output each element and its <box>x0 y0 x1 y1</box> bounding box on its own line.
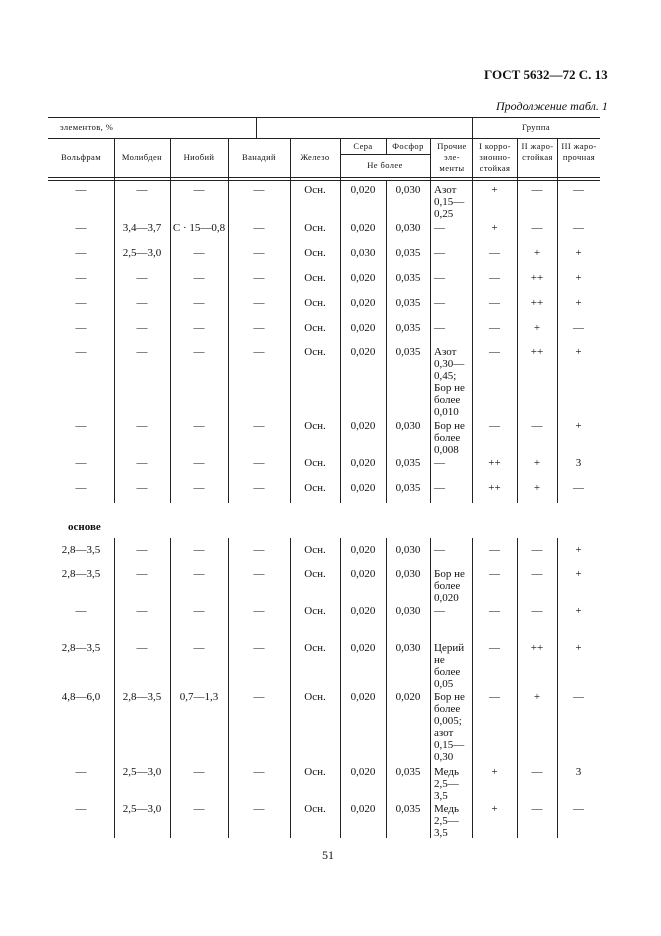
cell-other: — <box>434 544 445 556</box>
cell-mo: — <box>136 642 148 654</box>
cell-s: 0,020 <box>350 184 376 196</box>
column-rule <box>170 538 171 838</box>
cell-g2: ++ <box>530 272 544 284</box>
group-heat-strong: III жаро-прочная <box>561 141 597 162</box>
col-vanadium: Ванадий <box>242 152 276 162</box>
cell-p: 0,035 <box>395 247 421 259</box>
cell-v: — <box>253 222 265 234</box>
group-corrosion-resistant: I корро-зионно-стойкая <box>479 141 511 173</box>
cell-v: — <box>253 766 265 778</box>
cell-s: 0,020 <box>350 544 376 556</box>
cell-v: — <box>253 544 265 556</box>
cell-g2: — <box>531 766 543 778</box>
cell-g2: — <box>531 568 543 580</box>
cell-mo: 2,5—3,0 <box>122 766 162 778</box>
cell-g2: — <box>531 605 543 617</box>
cell-s: 0,020 <box>350 297 376 309</box>
cell-mo: 2,8—3,5 <box>122 691 162 703</box>
cell-g1: — <box>489 272 500 284</box>
cell-fe: Осн. <box>304 297 326 309</box>
cell-g1: + <box>491 803 498 815</box>
cell-p: 0,030 <box>395 642 421 654</box>
cell-mo: 3,4—3,7 <box>122 222 162 234</box>
cell-g1: + <box>491 222 498 234</box>
cell-s: 0,020 <box>350 346 376 358</box>
cell-other: — <box>434 482 445 494</box>
cell-w: 2,8—3,5 <box>61 642 101 654</box>
cell-p: 0,035 <box>395 766 421 778</box>
cell-g3: — <box>573 184 584 196</box>
cell-other: — <box>434 247 445 259</box>
cell-other: — <box>434 322 445 334</box>
cell-nb: — <box>193 605 205 617</box>
cell-p: 0,035 <box>395 272 421 284</box>
cell-fe: Осн. <box>304 766 326 778</box>
cell-fe: Осн. <box>304 346 326 358</box>
cell-p: 0,035 <box>395 482 421 494</box>
cell-other: — <box>434 457 445 469</box>
cell-w: — <box>75 803 87 815</box>
cell-g3: — <box>573 322 584 334</box>
cell-s: 0,020 <box>350 457 376 469</box>
cell-other: Азот 0,30—0,45; Бор не более 0,010 <box>434 346 465 418</box>
cell-w: — <box>75 457 87 469</box>
cell-g3: — <box>573 482 584 494</box>
cell-w: — <box>75 272 87 284</box>
cell-fe: Осн. <box>304 568 326 580</box>
cell-g3: 3 <box>575 766 582 778</box>
cell-g2: — <box>531 184 543 196</box>
cell-w: 2,8—3,5 <box>61 544 101 556</box>
cell-s: 0,020 <box>350 803 376 815</box>
cell-fe: Осн. <box>304 420 326 432</box>
cell-other: Бор не более 0,020 <box>434 568 465 604</box>
cell-p: 0,030 <box>395 568 421 580</box>
col-tungsten: Вольфрам <box>60 152 102 162</box>
col-niobium: Ниобий <box>183 152 215 162</box>
cell-other: — <box>434 605 445 617</box>
cell-v: — <box>253 803 265 815</box>
column-rule <box>517 538 518 838</box>
header-vertical <box>256 117 257 138</box>
cell-fe: Осн. <box>304 691 326 703</box>
cell-v: — <box>253 322 265 334</box>
cell-w: — <box>75 297 87 309</box>
col-sulfur: Сера <box>353 141 373 151</box>
cell-other: — <box>434 222 445 234</box>
cell-g2: + <box>533 457 541 469</box>
cell-fe: Осн. <box>304 272 326 284</box>
cell-p: 0,035 <box>395 322 421 334</box>
table-top-rule <box>48 117 600 118</box>
cell-w: — <box>75 605 87 617</box>
column-rule <box>114 538 115 838</box>
cell-other: Бор не более 0,005; азот 0,15—0,30 <box>434 691 465 763</box>
cell-other: Бор не более 0,008 <box>434 420 465 456</box>
cell-g1: — <box>489 322 500 334</box>
cell-g2: — <box>531 222 543 234</box>
page-number: 51 <box>322 848 334 862</box>
section-label: основе <box>68 521 101 533</box>
cell-g1: — <box>489 642 500 654</box>
cell-fe: Осн. <box>304 222 326 234</box>
cell-v: — <box>253 420 265 432</box>
cell-nb: — <box>193 184 205 196</box>
cell-g3: 3 <box>575 457 582 469</box>
cell-g3: + <box>575 247 582 259</box>
cell-p: 0,030 <box>395 222 421 234</box>
cell-g3: + <box>575 605 582 617</box>
column-rule <box>386 538 387 838</box>
cell-mo: — <box>136 457 148 469</box>
cell-v: — <box>253 568 265 580</box>
cell-fe: Осн. <box>304 247 326 259</box>
cell-g1: — <box>489 544 500 556</box>
column-rule <box>472 538 473 838</box>
cell-v: — <box>253 346 265 358</box>
cell-g1: — <box>489 247 500 259</box>
cell-g2: + <box>533 482 541 494</box>
cell-v: — <box>253 297 265 309</box>
cell-nb: — <box>193 803 205 815</box>
cell-nb: — <box>193 568 205 580</box>
cell-g3: + <box>575 297 582 309</box>
cell-p: 0,020 <box>395 691 421 703</box>
cell-nb: — <box>193 457 205 469</box>
column-rule <box>228 538 229 838</box>
cell-other: — <box>434 272 445 284</box>
cell-v: — <box>253 457 265 469</box>
cell-s: 0,020 <box>350 642 376 654</box>
cell-v: — <box>253 247 265 259</box>
cell-nb: — <box>193 346 205 358</box>
cell-w: — <box>75 322 87 334</box>
cell-nb: — <box>193 247 205 259</box>
cell-nb: — <box>193 482 205 494</box>
cell-fe: Осн. <box>304 642 326 654</box>
col-molybdenum: Молибден <box>121 152 163 162</box>
cell-mo: — <box>136 272 148 284</box>
cell-mo: — <box>136 346 148 358</box>
cell-g3: + <box>575 346 582 358</box>
cell-s: 0,020 <box>350 605 376 617</box>
cell-g1: ++ <box>488 482 501 494</box>
col-other-elements: Прочие эле-менты <box>437 141 467 173</box>
cell-s: 0,020 <box>350 766 376 778</box>
cell-mo: — <box>136 568 148 580</box>
cell-g2: — <box>531 420 543 432</box>
cell-w: 4,8—6,0 <box>61 691 101 703</box>
cell-w: — <box>75 766 87 778</box>
group-caption: Группа <box>521 122 551 132</box>
cell-fe: Осн. <box>304 803 326 815</box>
cell-nb: — <box>193 322 205 334</box>
cell-mo: — <box>136 322 148 334</box>
cell-fe: Осн. <box>304 184 326 196</box>
cell-w: — <box>75 482 87 494</box>
cell-s: 0,020 <box>350 222 376 234</box>
cell-v: — <box>253 691 265 703</box>
cell-mo: — <box>136 605 148 617</box>
cell-g1: + <box>491 184 498 196</box>
cell-mo: — <box>136 297 148 309</box>
cell-g1: — <box>489 346 500 358</box>
cell-nb: — <box>193 642 205 654</box>
cell-s: 0,020 <box>350 691 376 703</box>
cell-g2: ++ <box>530 642 544 654</box>
cell-p: 0,030 <box>395 605 421 617</box>
cell-other: Церий не более 0,05 <box>434 642 465 690</box>
cell-g2: + <box>533 247 541 259</box>
cell-nb: — <box>193 272 205 284</box>
cell-g1: — <box>489 297 500 309</box>
cell-v: — <box>253 272 265 284</box>
cell-fe: Осн. <box>304 544 326 556</box>
col-iron: Железо <box>300 152 330 162</box>
cell-other: — <box>434 297 445 309</box>
column-rule <box>430 138 431 503</box>
cell-g1: ++ <box>488 457 501 469</box>
document-code: ГОСТ 5632—72 С. 13 <box>484 67 608 82</box>
cell-g1: + <box>491 766 498 778</box>
cell-g2: ++ <box>530 346 544 358</box>
cell-other: Медь 2,5—3,5 <box>434 766 459 802</box>
cell-nb: 0,7—1,3 <box>179 691 219 703</box>
elements-caption: элементов, % <box>60 122 114 132</box>
cell-g3: + <box>575 420 582 432</box>
cell-g2: + <box>533 322 541 334</box>
not-more-caption: Не более <box>367 160 403 170</box>
cell-w: — <box>75 247 87 259</box>
group-heat-resistant: II жаро-стойкая <box>521 141 554 162</box>
cell-mo: 2,5—3,0 <box>122 247 162 259</box>
cell-g3: + <box>575 272 582 284</box>
cell-g3: — <box>573 803 584 815</box>
cell-g2: ++ <box>530 297 544 309</box>
cell-p: 0,035 <box>395 803 421 815</box>
column-rule <box>430 538 431 838</box>
cell-p: 0,030 <box>395 544 421 556</box>
cell-fe: Осн. <box>304 457 326 469</box>
cell-w: — <box>75 184 87 196</box>
cell-mo: — <box>136 544 148 556</box>
cell-v: — <box>253 482 265 494</box>
table-continuation-note: Продолжение табл. 1 <box>496 99 608 113</box>
cell-g1: — <box>489 568 500 580</box>
cell-other: Азот 0,15—0,25 <box>434 184 465 220</box>
cell-v: — <box>253 605 265 617</box>
cell-s: 0,030 <box>350 247 376 259</box>
cell-other: Медь 2,5—3,5 <box>434 803 459 839</box>
cell-nb: С · 15—0,8 <box>172 222 226 234</box>
cell-mo: — <box>136 482 148 494</box>
cell-g1: — <box>489 605 500 617</box>
cell-mo: — <box>136 184 148 196</box>
cell-g2: — <box>531 803 543 815</box>
column-rule <box>557 538 558 838</box>
cell-s: 0,020 <box>350 322 376 334</box>
cell-nb: — <box>193 420 205 432</box>
cell-p: 0,030 <box>395 184 421 196</box>
cell-g3: + <box>575 568 582 580</box>
cell-nb: — <box>193 297 205 309</box>
cell-w: — <box>75 346 87 358</box>
cell-p: 0,030 <box>395 420 421 432</box>
cell-nb: — <box>193 544 205 556</box>
cell-w: — <box>75 420 87 432</box>
cell-p: 0,035 <box>395 346 421 358</box>
cell-fe: Осн. <box>304 605 326 617</box>
cell-w: 2,8—3,5 <box>61 568 101 580</box>
cell-mo: — <box>136 420 148 432</box>
cell-v: — <box>253 184 265 196</box>
cell-p: 0,035 <box>395 457 421 469</box>
cell-g3: — <box>573 222 584 234</box>
cell-v: — <box>253 642 265 654</box>
cell-g2: + <box>533 691 541 703</box>
cell-mo: 2,5—3,0 <box>122 803 162 815</box>
cell-g3: + <box>575 544 582 556</box>
cell-g3: — <box>573 691 584 703</box>
cell-s: 0,020 <box>350 272 376 284</box>
cell-g1: — <box>489 691 500 703</box>
cell-g1: — <box>489 420 500 432</box>
cell-fe: Осн. <box>304 482 326 494</box>
col-phosphorus: Фосфор <box>392 141 424 151</box>
sulfur-phosphorus-divider <box>340 154 430 155</box>
cell-nb: — <box>193 766 205 778</box>
cell-p: 0,035 <box>395 297 421 309</box>
cell-fe: Осн. <box>304 322 326 334</box>
cell-s: 0,020 <box>350 420 376 432</box>
column-rule <box>290 538 291 838</box>
cell-w: — <box>75 222 87 234</box>
cell-g3: + <box>575 642 582 654</box>
column-rule <box>340 538 341 838</box>
cell-s: 0,020 <box>350 482 376 494</box>
cell-g2: — <box>531 544 543 556</box>
cell-s: 0,020 <box>350 568 376 580</box>
